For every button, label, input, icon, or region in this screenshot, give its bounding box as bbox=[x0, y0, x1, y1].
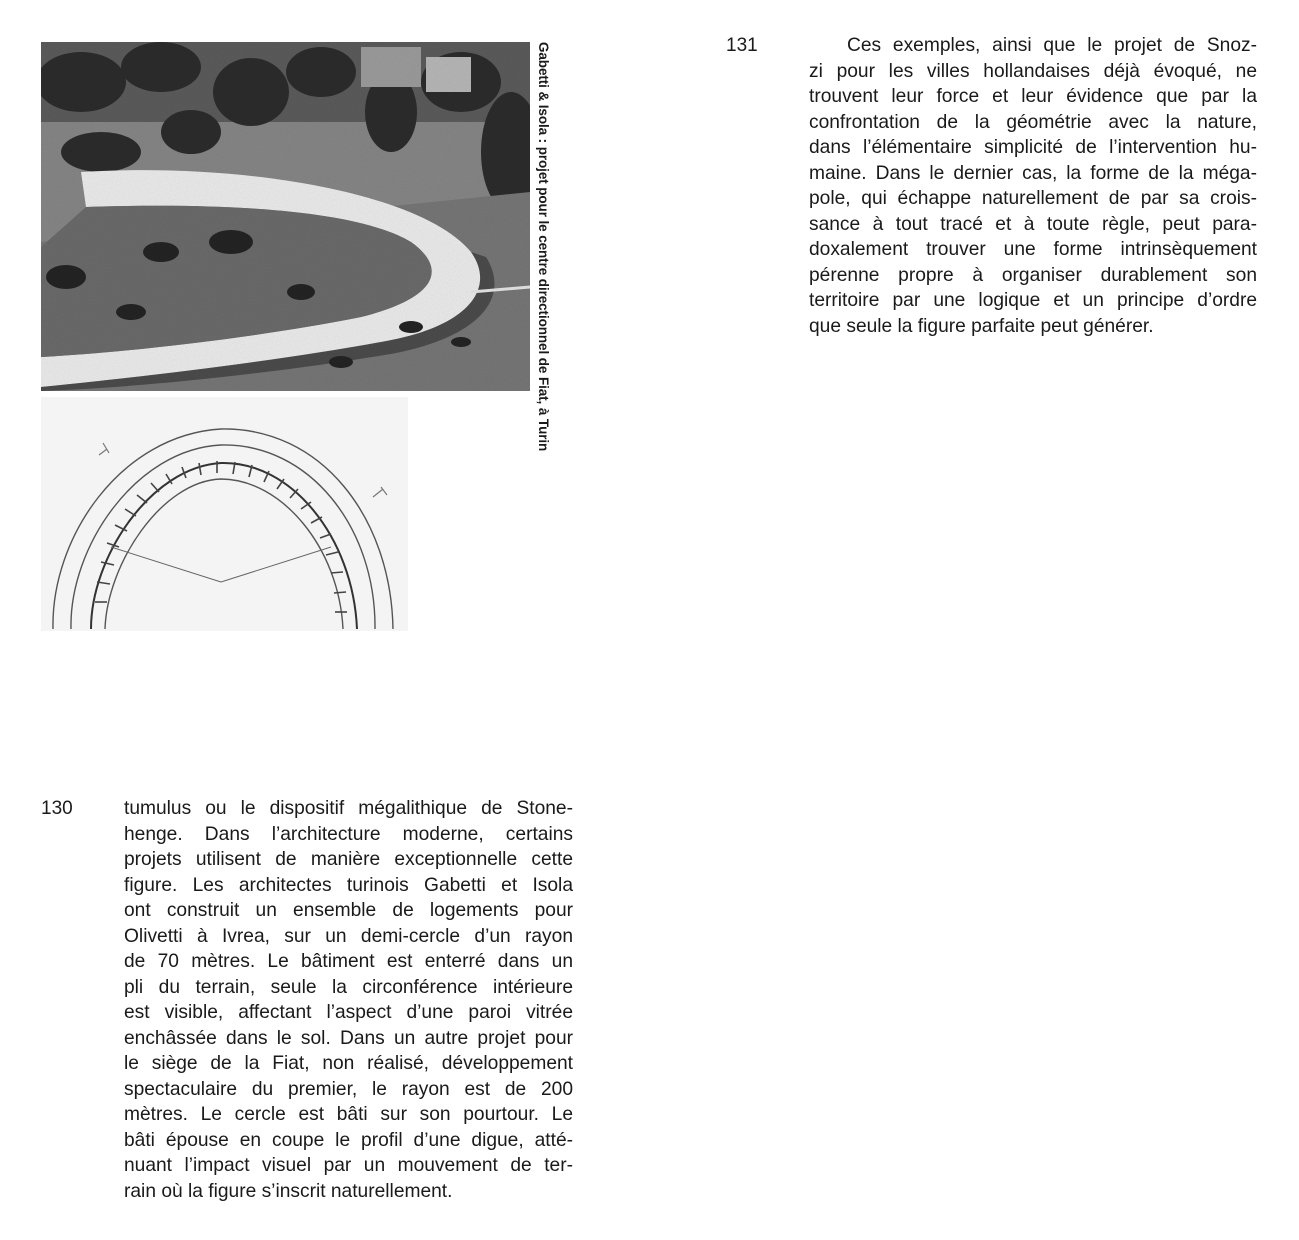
text-line: ont construit un ensemble de logements pour bbox=[124, 900, 573, 921]
text-line: que seule la figure parfaite peut générer. bbox=[809, 315, 1154, 337]
text-line: territoire par une logique et un principe d’ordre bbox=[809, 290, 1257, 311]
text-line: enchâssée dans le sol. Dans un autre projet pour bbox=[124, 1027, 573, 1049]
figure-caption: Gabetti & Isola : projet pour le centre directionnel de Fiat, à Turin bbox=[536, 42, 551, 452]
text-line: nuant l’impact visuel par un mouvement de ter- bbox=[124, 1155, 573, 1176]
text-line: tumulus ou le dispositif mégalithique de Stone- bbox=[124, 798, 573, 819]
text-line: zi pour les villes hollandaises déjà évoqué, ne bbox=[809, 60, 1257, 82]
text-line: de 70 mètres. Le bâtiment est enterré dans un bbox=[124, 951, 573, 972]
text-line: rain où la figure s’inscrit naturellement. bbox=[124, 1180, 453, 1202]
text-line: pérenne propre à organiser durablement son bbox=[809, 264, 1257, 286]
text-line: bâti épouse en coupe le profil d’une digue, atté- bbox=[124, 1129, 573, 1151]
text-line: projets utilisent de manière exceptionnelle cette bbox=[124, 849, 573, 870]
text-line: henge. Dans l’architecture moderne, certains bbox=[124, 823, 573, 845]
text-line: doxalement trouver une forme intrinsèquement bbox=[809, 239, 1257, 260]
left-page-paragraph bbox=[124, 796, 573, 1204]
right-page-paragraph bbox=[809, 33, 1257, 339]
text-line: Olivetti à Ivrea, sur un demi-cercle d’un rayon bbox=[124, 925, 573, 947]
text-line: est visible, affectant l’aspect d’une paroi vitrée bbox=[124, 1002, 573, 1023]
text-line: figure. Les architectes turinois Gabetti et Isola bbox=[124, 874, 573, 896]
text-line: trouvent leur force et leur évidence que par la bbox=[809, 86, 1257, 107]
text-line: pole, qui échappe naturellement de par sa crois- bbox=[809, 188, 1257, 209]
text-line: confrontation de la géométrie avec la nature, bbox=[809, 111, 1257, 133]
text-line: mètres. Le cercle est bâti sur son pourtour. Le bbox=[124, 1104, 573, 1125]
text-line: sance à tout tracé et à toute règle, peut para- bbox=[809, 213, 1257, 235]
text-line: Ces exemples, ainsi que le projet de Snoz- bbox=[847, 35, 1257, 56]
plan-drawing-semicircle bbox=[41, 397, 408, 631]
text-line: maine. Dans le dernier cas, la forme de la méga- bbox=[809, 162, 1257, 184]
page-number-right: 131 bbox=[726, 35, 758, 56]
text-line: le siège de la Fiat, non réalisé, développement bbox=[124, 1053, 573, 1074]
text-line: dans l’élémentaire simplicité de l’intervention hu- bbox=[809, 137, 1257, 158]
aerial-photo-fiat-project bbox=[41, 42, 530, 391]
text-line: spectaculaire du premier, le rayon est de 200 bbox=[124, 1078, 573, 1100]
text-line: pli du terrain, seule la circonférence intérieure bbox=[124, 976, 573, 998]
page-number-left: 130 bbox=[41, 798, 73, 819]
